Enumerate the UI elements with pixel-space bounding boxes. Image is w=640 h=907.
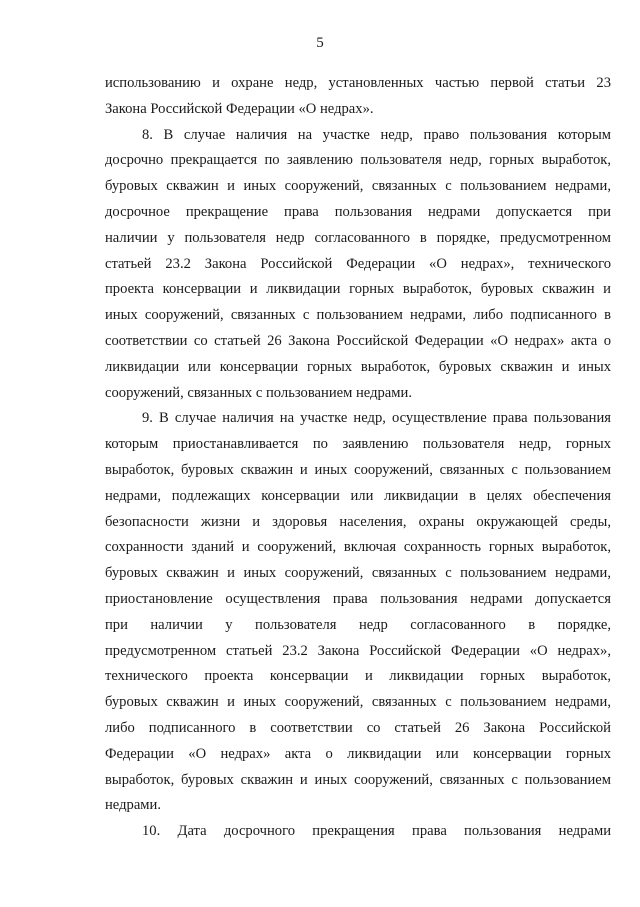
text-line: буровых скважин и иных сооружений, связанных с пользованием недрами,: [105, 178, 611, 195]
text-line: использованию и охране недр, установленных частью первой статьи 23: [105, 75, 611, 91]
text-line: сохранности зданий и сооружений, включая сохранность горных выработок,: [105, 539, 611, 556]
text-line: выработок, буровых скважин и иных сооружений, связанных с пользованием: [105, 461, 611, 478]
text-line: 9. В случае наличия на участке недр, осуществление права пользования: [142, 410, 611, 427]
text-line: буровых скважин и иных сооружений, связанных с пользованием недрами,: [105, 565, 611, 582]
text-line: досрочное прекращение права пользования недрами допускается при: [105, 203, 611, 220]
text-line: досрочно прекращается по заявлению пользователя недр, горных выработок,: [105, 152, 611, 169]
text-line: сооружений, связанных с пользованием недрами.: [105, 384, 412, 401]
text-line: наличии у пользователя недр согласованного в порядке, предусмотренном: [105, 229, 611, 246]
text-line: ликвидации или консервации горных выработок, буровых скважин и иных: [105, 358, 611, 375]
page-number: 5: [316, 35, 324, 51]
text-line: 10. Дата досрочного прекращения права пользования недрами: [142, 823, 611, 840]
text-line: буровых скважин и иных сооружений, связанных с пользованием недрами,: [105, 694, 611, 711]
text-line: соответствии со статьей 26 Закона Российской Федерации «О недрах» акта о: [105, 332, 611, 349]
paragraph-8: [105, 123, 611, 407]
text-line: Закона Российской Федерации «О недрах».: [105, 100, 374, 117]
text-line: проекта консервации и ликвидации горных выработок, буровых скважин и: [105, 281, 611, 298]
text-line: 8. В случае наличия на участке недр, право пользования которым: [142, 126, 611, 143]
text-line: статьей 23.2 Закона Российской Федерации «О недрах», технического: [105, 255, 611, 272]
text-line: недрами.: [105, 797, 161, 814]
text-line: которым приостанавливается по заявлению пользователя недр, горных: [105, 436, 611, 453]
text-line: технического проекта консервации и ликвидации горных выработок,: [105, 668, 611, 685]
text-line: иных сооружений, связанных с пользованием недрами, либо подписанного в: [105, 307, 611, 324]
text-line: недрами, подлежащих консервации или ликвидации в целях обеспечения: [105, 487, 611, 504]
text-line: Федерации «О недрах» акта о ликвидации или консервации горных: [105, 745, 611, 762]
text-line: при наличии у пользователя недр согласованного в порядке,: [105, 616, 611, 633]
text-line: выработок, буровых скважин и иных сооружений, связанных с пользованием: [105, 771, 611, 788]
text-line: предусмотренном статьей 23.2 Закона Российской Федерации «О недрах»,: [105, 642, 611, 659]
text-line: приостановление осуществления права пользования недрами допускается: [105, 590, 611, 607]
text-line: безопасности жизни и здоровья населения, охраны окружающей среды,: [105, 513, 611, 530]
document-body: [105, 71, 611, 845]
paragraph-10: [105, 819, 611, 845]
paragraph-9: [105, 406, 611, 819]
text-line: либо подписанного в соответствии со статьей 26 Закона Российской: [105, 719, 611, 736]
paragraph-continuation: [105, 71, 611, 123]
